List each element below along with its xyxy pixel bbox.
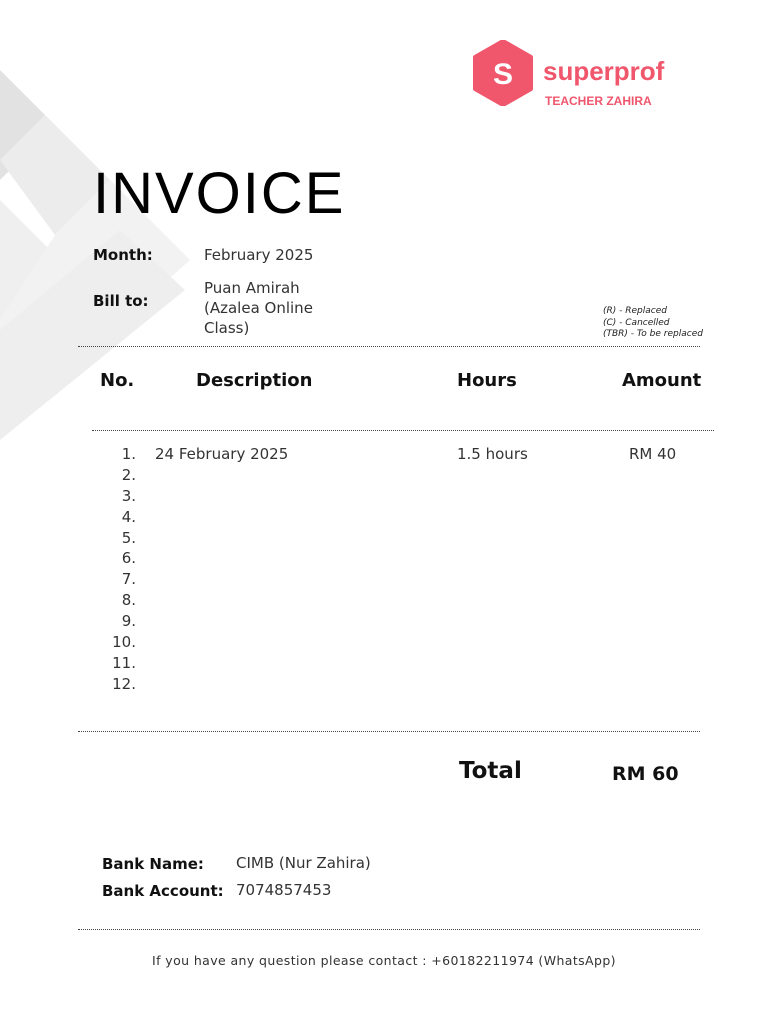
bill-to-line: (Azalea Online <box>204 299 313 317</box>
legend-item: (C) - Cancelled <box>603 317 670 328</box>
month-value: February 2025 <box>204 246 314 264</box>
bill-to-label: Bill to: <box>93 292 149 310</box>
row-hours: 1.5 hours <box>457 445 528 463</box>
row-number: 8. <box>121 591 136 610</box>
brand-name: superprof <box>543 56 665 86</box>
bank-name-label: Bank Name: <box>102 855 204 873</box>
row-number: 4. <box>121 507 136 526</box>
brand-subtitle: TEACHER ZAHIRA <box>545 94 652 108</box>
row-number: 11. <box>112 653 136 672</box>
row-number: 3. <box>121 486 136 505</box>
bill-to-line: Puan Amirah <box>204 279 300 297</box>
row-description: 24 February 2025 <box>155 445 289 463</box>
row-number: 10. <box>112 633 136 652</box>
bill-to-value <box>204 278 313 338</box>
bill-to-line: Class) <box>204 319 250 337</box>
legend-item: (R) - Replaced <box>603 306 667 316</box>
contact-footer: If you have any question please contact : +60182211974 (WhatsApp) <box>152 953 616 968</box>
bank-account-label: Bank Account: <box>102 882 224 900</box>
header-hours: Hours <box>457 370 517 391</box>
header-amount: Amount <box>622 370 702 391</box>
header-description: Description <box>196 370 313 391</box>
hexagon-logo-icon <box>470 40 536 106</box>
legend-item: (TBR) - To be replaced <box>603 329 703 339</box>
row-number: 9. <box>121 612 136 631</box>
bank-name-value: CIMB (Nur Zahira) <box>236 854 371 872</box>
row-number: 1. <box>121 445 136 463</box>
logo-letter: S <box>492 58 514 91</box>
divider <box>78 346 700 347</box>
month-label: Month: <box>93 246 153 264</box>
row-number: 2. <box>121 465 136 484</box>
row-number: 7. <box>121 570 136 589</box>
total-label: Total <box>459 758 522 784</box>
row-numbers <box>100 444 136 695</box>
header-no: No. <box>100 370 135 391</box>
total-value: RM 60 <box>612 763 679 785</box>
divider <box>78 929 700 930</box>
row-number: 12. <box>112 674 136 693</box>
row-number: 5. <box>121 528 136 547</box>
row-number: 6. <box>121 549 136 568</box>
invoice-title: INVOICE <box>93 161 346 226</box>
divider <box>92 430 714 431</box>
bank-account-value: 7074857453 <box>236 881 332 899</box>
divider <box>78 731 700 732</box>
row-amount: RM 40 <box>629 445 677 463</box>
status-legend <box>603 306 703 341</box>
